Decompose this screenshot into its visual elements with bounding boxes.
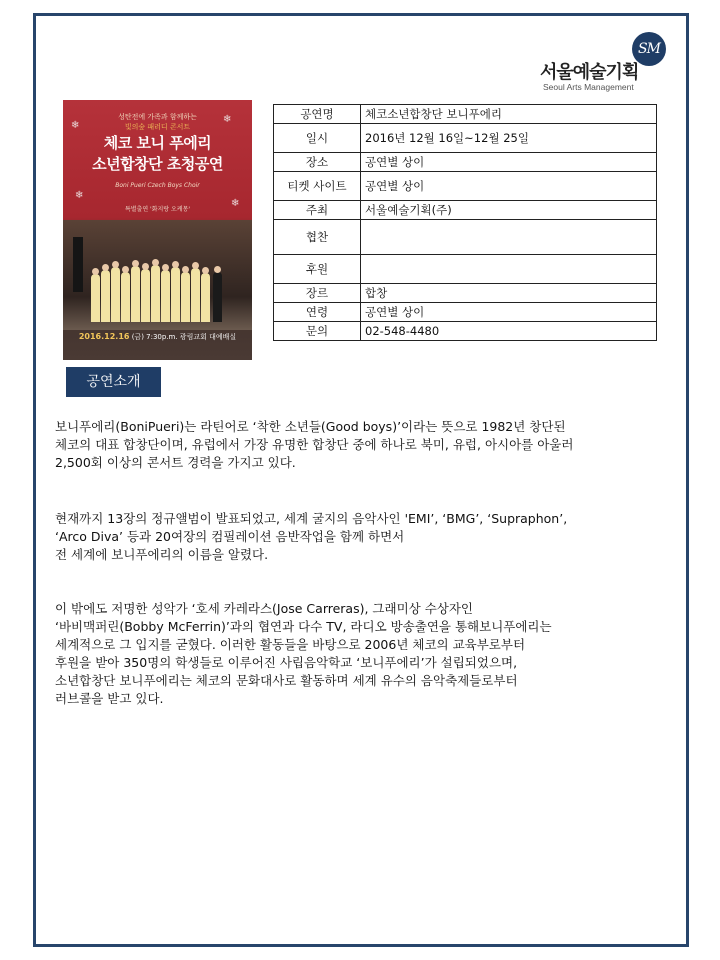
choir-figures (91, 260, 226, 322)
row-value: 2016년 12월 16일~12월 25일 (361, 124, 657, 153)
row-label: 문의 (274, 322, 361, 341)
row-value: 공연별 상이 (361, 303, 657, 322)
row-value: 서울예술기획(주) (361, 201, 657, 220)
row-label: 장소 (274, 153, 361, 172)
row-value: 02-548-4480 (361, 322, 657, 341)
intro-paragraph-1: 보니푸에리(BoniPueri)는 라틴어로 ‘착한 소년들(Good boys)’이라는 뜻으로 1982년 창단된 체코의 대표 합창단이며, 유럽에서 가장 유명한 합창단 중에 하나로 북미, 유럽, 아시아를 아울러 2,500회 이상의 콘서트 경력을 가지고 있다. (55, 419, 574, 470)
company-logo (540, 30, 675, 90)
row-label: 후원 (274, 255, 361, 284)
row-label: 주최 (274, 201, 361, 220)
row-label: 연령 (274, 303, 361, 322)
table-row (274, 124, 657, 153)
table-row (274, 220, 657, 255)
table-row (274, 105, 657, 124)
poster-subtitle: 성탄전에 가족과 함께하는 빛의숲 패러디 콘서트 (118, 113, 197, 131)
row-label: 장르 (274, 284, 361, 303)
table-row (274, 153, 657, 172)
row-label: 티켓 사이트 (274, 172, 361, 201)
snowflake-icon: ❄ (223, 114, 232, 125)
row-label: 일시 (274, 124, 361, 153)
table-row (274, 201, 657, 220)
row-value: 체코소년합창단 보니푸에리 (361, 105, 657, 124)
table-row (274, 255, 657, 284)
intro-paragraph-2: 현재까지 13장의 정규앨범이 발표되었고, 세계 굴지의 음악사인 'EMI’, ‘BMG’, ‘Supraphon’, ‘Arco Diva’ 등과 20여장의 컴필레이션 음반작업을 함께 하면서 전 세계에 보니푸에리의 이름을 알렸다. (55, 511, 568, 562)
table-row (274, 322, 657, 341)
table-row (274, 284, 657, 303)
intro-paragraph-3: 이 밖에도 저명한 성악가 ‘호세 카레라스(Jose Carreras), 그래미상 수상자인 ‘바비맥퍼린(Bobby McFerrin)’과의 협연과 다수 TV, 라디오 방송출연을 통해보니푸에리는 세계적으로 그 입지를 굳혔다. 이러한 활동들을 바탕으로 2006년 체코의 교육부로부터 후원을 받아 350명의 학생들로 이루어진 사립음악학교 ‘보니푸에리’가 설립되었으며, 소년합창단 보니푸에리는 체코의 문화대사로 활동하며 세계 유수의 음악축제들로부터 러브콜을 받고 있다. (55, 601, 552, 706)
row-value (361, 255, 657, 284)
logo-name-en: Seoul Arts Management (543, 82, 634, 92)
row-value (361, 220, 657, 255)
concert-poster (63, 100, 252, 360)
snowflake-icon: ❄ (231, 198, 240, 209)
logo-mark: SM (632, 32, 666, 66)
snowflake-icon: ❄ (71, 120, 80, 131)
conductor-figure (73, 237, 83, 292)
snowflake-icon: ❄ (75, 190, 84, 201)
table-row (274, 172, 657, 201)
row-value: 합창 (361, 284, 657, 303)
row-value: 공연별 상이 (361, 153, 657, 172)
row-value: 공연별 상이 (361, 172, 657, 201)
poster-special-guest: 특별출연 '화지랑 오케몽' (124, 206, 191, 213)
section-title: 공연소개 (66, 367, 161, 397)
concert-info-table (273, 104, 657, 341)
poster-date: 2016.12.16 (금) 7:30p.m. 광림교회 대예배실 (78, 332, 237, 341)
row-label: 공연명 (274, 105, 361, 124)
poster-title: 체코 보니 푸에리 소년합창단 초청공연 (92, 134, 223, 173)
table-row (274, 303, 657, 322)
row-label: 협찬 (274, 220, 361, 255)
poster-title-en: Boni Pueri Czech Boys Choir (115, 182, 200, 189)
logo-name-ko: 서울예술기획 (540, 62, 639, 83)
